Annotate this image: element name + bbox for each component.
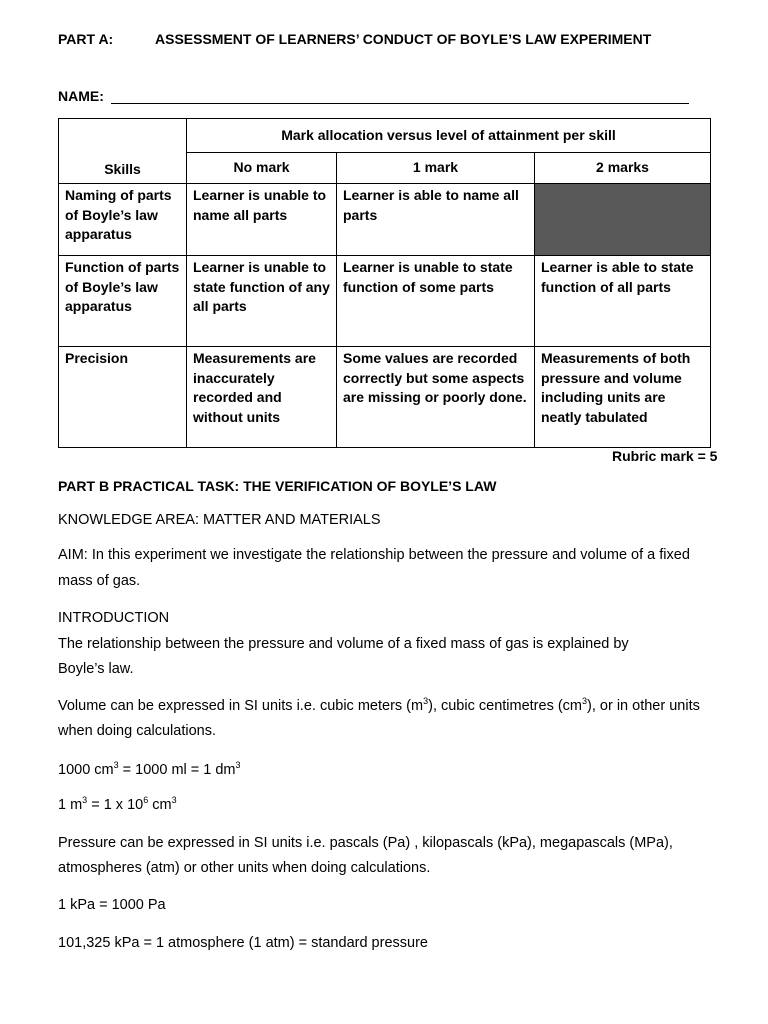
pressure-equation-1: 1 kPa = 1000 Pa <box>58 897 166 913</box>
rubric-table <box>58 118 711 448</box>
mark-allocation-header: Mark allocation versus level of attainment per skill <box>187 119 711 153</box>
no-mark-cell: Learner is unable to state function of any all parts <box>187 256 337 347</box>
two-marks-cell-shaded <box>535 184 711 256</box>
name-label: NAME: <box>58 88 104 104</box>
volume-equation-2: 1 $m^3 = 1$ x $10^6$ $cm^3$ <box>58 795 177 813</box>
volume-line-2: when doing calculations. <box>58 723 216 739</box>
introduction-line-2: Boyle’s law. <box>58 661 134 677</box>
one-mark-cell: Some values are recorded correctly but some aspects are missing or poorly done. <box>337 347 535 448</box>
part-a-title: ASSESSMENT OF LEARNERS’ CONDUCT OF BOYLE’S LAW EXPERIMENT <box>155 31 652 47</box>
pressure-equation-2: 101,325 kPa = 1 atmosphere (1 atm) = standard pressure <box>58 935 428 951</box>
name-underline <box>111 103 689 104</box>
no-mark-cell: Measurements are inaccurately recorded and without units <box>187 347 337 448</box>
no-mark-cell: Learner is unable to name all parts <box>187 184 337 256</box>
rubric-total: Rubric mark = 5 <box>612 448 718 464</box>
volume-line-1: Volume can be expressed in SI units i.e. cubic meters $(m^3)$, cubic centimetres $(cm^3)$, or in other units <box>58 696 700 714</box>
one-mark-cell: Learner is able to name all parts <box>337 184 535 256</box>
table-row <box>59 347 711 448</box>
aim-line-2: mass of gas. <box>58 573 141 589</box>
part-b-heading: PART B PRACTICAL TASK: THE VERIFICATION OF BOYLE’S LAW <box>58 478 497 494</box>
two-marks-cell: Measurements of both pressure and volume including units are neatly tabulated <box>535 347 711 448</box>
pressure-line-2: atmospheres (atm) or other units when doing calculations. <box>58 860 431 876</box>
skill-cell: Precision <box>59 347 187 448</box>
one-mark-cell: Learner is unable to state function of some parts <box>337 256 535 347</box>
skill-cell: Function of parts of Boyle’s law apparatus <box>59 256 187 347</box>
skill-cell: Naming of parts of Boyle’s law apparatus <box>59 184 187 256</box>
two-marks-cell: Learner is able to state function of all parts <box>535 256 711 347</box>
introduction-line-1: The relationship between the pressure and volume of a fixed mass of gas is explained by <box>58 636 629 652</box>
knowledge-area: KNOWLEDGE AREA: MATTER AND MATERIALS <box>58 512 381 528</box>
two-marks-header: 2 marks <box>535 153 711 184</box>
no-mark-header: No mark <box>187 153 337 184</box>
volume-equation-1: 1000 $cm^3 = 1000$ ml = 1 $dm^3$ <box>58 760 241 778</box>
skills-header: Skills <box>59 119 187 184</box>
introduction-heading: INTRODUCTION <box>58 610 170 626</box>
part-a-label: PART A: <box>58 31 114 47</box>
pressure-line-1: Pressure can be expressed in SI units i.e. pascals (Pa) , kilopascals (kPa), megapascals (MPa), <box>58 835 673 851</box>
one-mark-header: 1 mark <box>337 153 535 184</box>
aim-line-1: AIM: In this experiment we investigate the relationship between the pressure and volume of a fixed <box>58 547 690 563</box>
table-row <box>59 256 711 347</box>
table-row <box>59 184 711 256</box>
